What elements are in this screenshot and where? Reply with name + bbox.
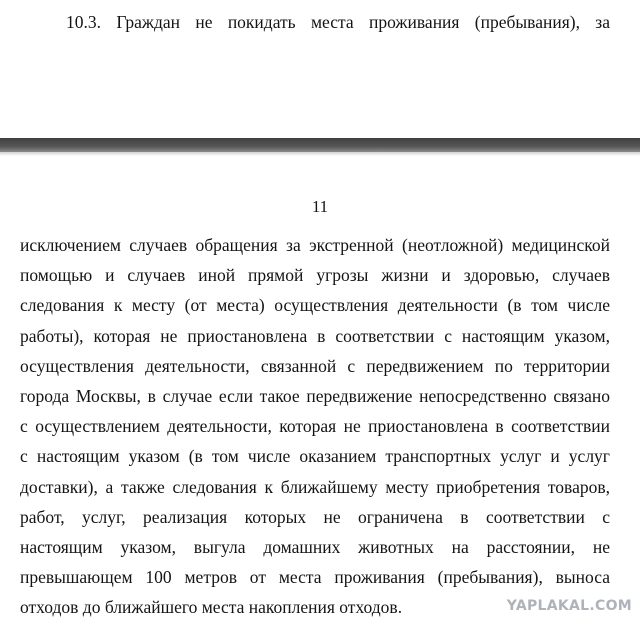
- page-separator: [0, 138, 640, 152]
- body-line: следования к месту (от места) осуществления деятельности (в том числе: [20, 295, 610, 316]
- body-line: превышающем 100 метров от места проживания (пребывания), выноса: [20, 567, 610, 588]
- site-watermark: YAPLAKAL.COM: [506, 598, 632, 614]
- body-line: работы), которая не приостановлена в соответствии с настоящим указом,: [20, 325, 610, 346]
- document-body: [20, 230, 610, 622]
- body-line: с настоящим указом (в том числе оказанием транспортных услуг и услуг: [20, 446, 610, 467]
- body-line: работ, услуг, реализация которых не ограничена в соответствии с: [20, 506, 610, 527]
- body-line: исключением случаев обращения за экстренной (неотложной) медицинской: [20, 235, 610, 255]
- body-line: с осуществлением деятельности, которая не приостановлена в соответствии: [20, 416, 610, 437]
- page-number: 11: [311, 197, 329, 216]
- clause-10-3-first-line: 10.3. Граждан не покидать места проживания (пребывания), за: [66, 12, 610, 32]
- page-separator-shadow: [0, 152, 640, 156]
- body-line: настоящим указом, выгула домашних животных на расстоянии, не: [20, 536, 610, 557]
- body-line: отходов до ближайшего места накопления отходов.: [20, 597, 403, 618]
- body-line: доставки), а также следования к ближайшему месту приобретения товаров,: [20, 476, 610, 497]
- previous-page-fragment: [0, 0, 640, 138]
- body-line: города Москвы, в случае если такое передвижение непосредственно связано: [20, 385, 610, 406]
- body-line: помощью и случаев иной прямой угрозы жизни и здоровью, случаев: [20, 265, 610, 286]
- body-line: осуществления деятельности, связанной с передвижением по территории: [20, 355, 610, 376]
